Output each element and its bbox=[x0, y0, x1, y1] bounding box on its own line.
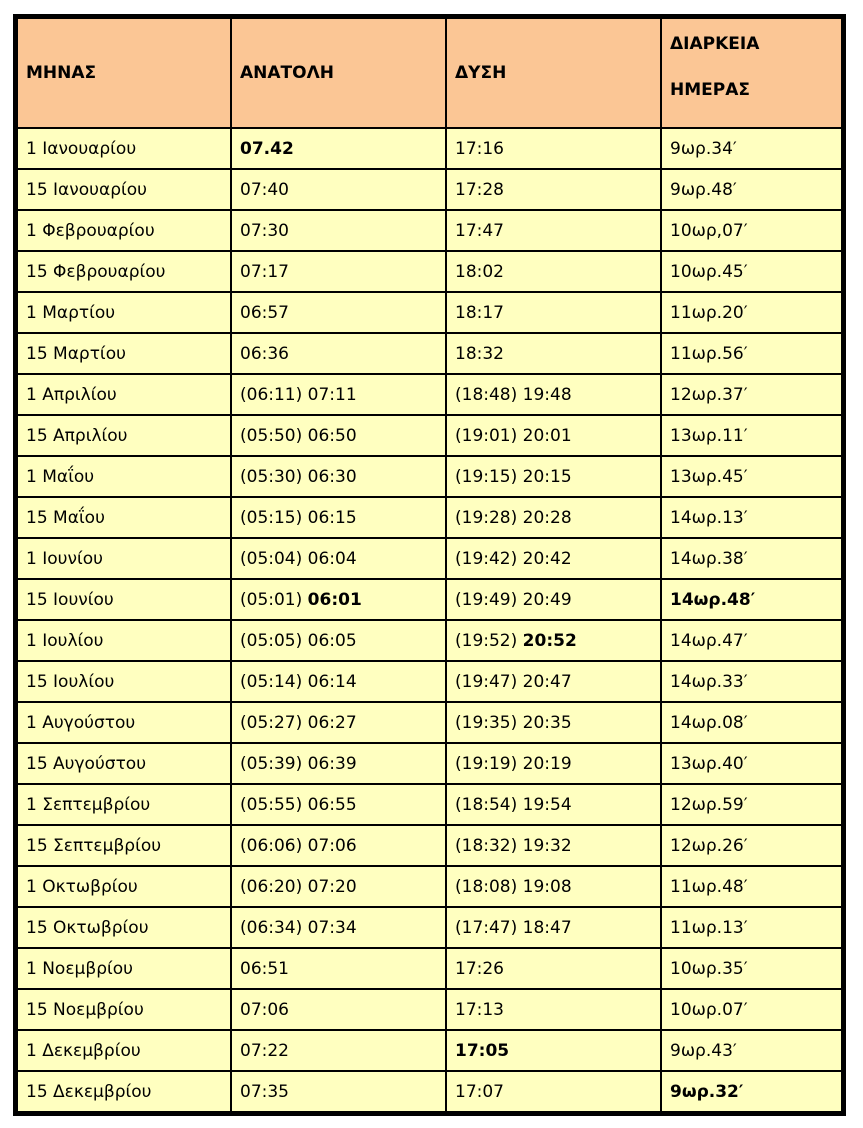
sunrise-cell-summer-time: (05:30) bbox=[240, 466, 308, 487]
sunset-cell bbox=[446, 538, 661, 579]
sunrise-cell-value: 07:11 bbox=[307, 384, 357, 405]
month-cell: 15 Ιουλίου bbox=[17, 661, 231, 702]
sunset-cell bbox=[446, 825, 661, 866]
sunrise-cell bbox=[231, 210, 446, 251]
day-duration-cell bbox=[661, 251, 842, 292]
day-duration-cell bbox=[661, 456, 842, 497]
sunset-cell-value: 17:07 bbox=[455, 1081, 504, 1102]
day-duration-cell bbox=[661, 538, 842, 579]
sunrise-cell-value: 06:50 bbox=[307, 425, 357, 446]
sunrise-cell-summer-time: (06:34) bbox=[240, 917, 308, 938]
month-cell: 15 Φεβρουαρίου bbox=[17, 251, 231, 292]
sunset-cell bbox=[446, 169, 661, 210]
month-cell: 1 Σεπτεμβρίου bbox=[17, 784, 231, 825]
sunrise-cell-value: 07:20 bbox=[307, 876, 357, 897]
sunset-cell-summer-time: (19:49) bbox=[455, 589, 523, 610]
sunset-cell bbox=[446, 907, 661, 948]
day-duration-value: 9ωρ.43′ bbox=[670, 1040, 737, 1061]
sunrise-cell bbox=[231, 497, 446, 538]
sunset-cell bbox=[446, 784, 661, 825]
sunrise-cell bbox=[231, 292, 446, 333]
sunset-cell-value: 20:49 bbox=[522, 589, 572, 610]
sunset-cell-summer-time: (19:47) bbox=[455, 671, 523, 692]
day-duration-value: 13ωρ.45′ bbox=[670, 466, 748, 487]
sunset-cell bbox=[446, 661, 661, 702]
day-duration-value: 12ωρ.59′ bbox=[670, 794, 748, 815]
sunset-cell bbox=[446, 579, 661, 620]
table-row bbox=[17, 333, 842, 374]
sunset-cell-value: 19:08 bbox=[522, 876, 572, 897]
sunset-cell-value: 19:32 bbox=[522, 835, 572, 856]
month-cell: 15 Μαρτίου bbox=[17, 333, 231, 374]
month-cell: 15 Δεκεμβρίου bbox=[17, 1071, 231, 1112]
day-duration-value: 12ωρ.26′ bbox=[670, 835, 748, 856]
table-row bbox=[17, 169, 842, 210]
sunrise-cell bbox=[231, 128, 446, 169]
sunset-cell-value: 17:05 bbox=[455, 1040, 510, 1061]
sunset-cell-summer-time: (18:08) bbox=[455, 876, 523, 897]
sunset-cell-value: 19:54 bbox=[522, 794, 572, 815]
day-duration-cell bbox=[661, 784, 842, 825]
day-duration-value: 11ωρ.13′ bbox=[670, 917, 748, 938]
sunrise-cell-summer-time: (05:27) bbox=[240, 712, 308, 733]
sunset-cell-value: 20:01 bbox=[522, 425, 572, 446]
sunrise-cell bbox=[231, 907, 446, 948]
day-duration-cell bbox=[661, 743, 842, 784]
sunrise-cell-value: 06:27 bbox=[307, 712, 357, 733]
day-duration-cell bbox=[661, 374, 842, 415]
day-duration-cell bbox=[661, 497, 842, 538]
sun-times-table bbox=[16, 17, 843, 1113]
sunrise-cell-summer-time: (05:55) bbox=[240, 794, 308, 815]
sunset-cell bbox=[446, 374, 661, 415]
day-duration-value: 14ωρ.47′ bbox=[670, 630, 748, 651]
sunset-cell bbox=[446, 1071, 661, 1112]
day-duration-value: 14ωρ.38′ bbox=[670, 548, 748, 569]
sunrise-cell-summer-time: (05:14) bbox=[240, 671, 308, 692]
day-duration-value: 11ωρ.56′ bbox=[670, 343, 748, 364]
sunset-cell bbox=[446, 866, 661, 907]
sunset-cell-summer-time: (19:52) bbox=[455, 630, 523, 651]
sunset-cell bbox=[446, 210, 661, 251]
sunset-cell-summer-time: (18:32) bbox=[455, 835, 523, 856]
day-duration-value: 10ωρ.07′ bbox=[670, 999, 748, 1020]
table-row bbox=[17, 538, 842, 579]
sunset-cell bbox=[446, 497, 661, 538]
sunrise-cell-value: 07:06 bbox=[240, 999, 289, 1020]
day-duration-cell bbox=[661, 210, 842, 251]
sunrise-cell-value: 06:15 bbox=[307, 507, 357, 528]
month-cell: 1 Φεβρουαρίου bbox=[17, 210, 231, 251]
header-sunrise: ΑΝΑΤΟΛΗ bbox=[231, 18, 446, 128]
sunrise-cell bbox=[231, 415, 446, 456]
sun-times-table-frame bbox=[13, 14, 846, 1116]
sunset-cell bbox=[446, 620, 661, 661]
day-duration-value: 11ωρ.20′ bbox=[670, 302, 748, 323]
sunrise-cell-value: 06:04 bbox=[307, 548, 357, 569]
header-sunset: ΔΥΣΗ bbox=[446, 18, 661, 128]
sunrise-cell-value: 07:35 bbox=[240, 1081, 289, 1102]
sunrise-cell-value: 07:17 bbox=[240, 261, 289, 282]
month-cell: 1 Μαρτίου bbox=[17, 292, 231, 333]
sunset-cell-summer-time: (18:54) bbox=[455, 794, 523, 815]
sunset-cell-value: 18:17 bbox=[455, 302, 504, 323]
sunrise-cell bbox=[231, 169, 446, 210]
sunrise-cell-value: 07.42 bbox=[240, 138, 294, 159]
table-row bbox=[17, 497, 842, 538]
month-cell: 1 Δεκεμβρίου bbox=[17, 1030, 231, 1071]
day-duration-cell bbox=[661, 907, 842, 948]
month-cell: 15 Ιανουαρίου bbox=[17, 169, 231, 210]
header-day-duration-line1: ΔΙΑΡΚΕΙΑ bbox=[670, 34, 760, 54]
month-cell: 1 Αυγούστου bbox=[17, 702, 231, 743]
sunset-cell bbox=[446, 948, 661, 989]
day-duration-value: 14ωρ.48′ bbox=[670, 589, 756, 610]
day-duration-value: 9ωρ.48′ bbox=[670, 179, 737, 200]
sunset-cell-summer-time: (17:47) bbox=[455, 917, 523, 938]
table-row bbox=[17, 620, 842, 661]
table-row bbox=[17, 1071, 842, 1112]
sunrise-cell-value: 06:57 bbox=[240, 302, 289, 323]
sunrise-cell-value: 06:39 bbox=[307, 753, 357, 774]
sunset-cell-value: 17:13 bbox=[455, 999, 504, 1020]
sunset-cell bbox=[446, 989, 661, 1030]
sunset-cell bbox=[446, 251, 661, 292]
sunset-cell-value: 17:16 bbox=[455, 138, 504, 159]
month-cell: 1 Ιανουαρίου bbox=[17, 128, 231, 169]
sunrise-cell-summer-time: (06:11) bbox=[240, 384, 308, 405]
month-cell: 15 Οκτωβρίου bbox=[17, 907, 231, 948]
day-duration-cell bbox=[661, 128, 842, 169]
month-cell: 15 Σεπτεμβρίου bbox=[17, 825, 231, 866]
sunset-cell-summer-time: (19:19) bbox=[455, 753, 523, 774]
day-duration-value: 10ωρ.45′ bbox=[670, 261, 748, 282]
table-row bbox=[17, 825, 842, 866]
day-duration-value: 9ωρ.32′ bbox=[670, 1081, 744, 1102]
table-row bbox=[17, 702, 842, 743]
sunrise-cell bbox=[231, 1030, 446, 1071]
day-duration-value: 13ωρ.11′ bbox=[670, 425, 748, 446]
table-row bbox=[17, 866, 842, 907]
table-row bbox=[17, 128, 842, 169]
sunset-cell-summer-time: (18:48) bbox=[455, 384, 523, 405]
sunrise-cell-value: 07:22 bbox=[240, 1040, 289, 1061]
day-duration-value: 9ωρ.34′ bbox=[670, 138, 737, 159]
table-row bbox=[17, 907, 842, 948]
day-duration-value: 14ωρ.13′ bbox=[670, 507, 748, 528]
sunrise-cell-summer-time: (05:39) bbox=[240, 753, 308, 774]
sunrise-cell-value: 06:30 bbox=[307, 466, 357, 487]
sunrise-cell-value: 07:30 bbox=[240, 220, 289, 241]
day-duration-cell bbox=[661, 292, 842, 333]
sunset-cell bbox=[446, 456, 661, 497]
day-duration-cell bbox=[661, 661, 842, 702]
sunset-cell-summer-time: (19:35) bbox=[455, 712, 523, 733]
sunset-cell-summer-time: (19:42) bbox=[455, 548, 523, 569]
day-duration-cell bbox=[661, 415, 842, 456]
table-row bbox=[17, 784, 842, 825]
sunrise-cell-value: 07:06 bbox=[307, 835, 357, 856]
sunrise-cell bbox=[231, 866, 446, 907]
sunset-cell-value: 20:52 bbox=[522, 630, 577, 651]
sunrise-cell-value: 06:05 bbox=[307, 630, 357, 651]
sunset-cell-value: 20:19 bbox=[522, 753, 572, 774]
table-row bbox=[17, 579, 842, 620]
sunrise-cell-value: 06:01 bbox=[307, 589, 362, 610]
month-cell: 15 Αυγούστου bbox=[17, 743, 231, 784]
sunset-cell-value: 20:42 bbox=[522, 548, 572, 569]
header-day-duration bbox=[661, 18, 842, 128]
day-duration-value: 12ωρ.37′ bbox=[670, 384, 748, 405]
sunrise-cell-value: 06:55 bbox=[307, 794, 357, 815]
table-row bbox=[17, 948, 842, 989]
sunset-cell-value: 17:28 bbox=[455, 179, 504, 200]
day-duration-value: 10ωρ,07′ bbox=[670, 220, 748, 241]
day-duration-cell bbox=[661, 989, 842, 1030]
sunset-cell-value: 19:48 bbox=[522, 384, 572, 405]
sunrise-cell-value: 06:36 bbox=[240, 343, 289, 364]
sunrise-cell-value: 07:34 bbox=[307, 917, 357, 938]
sunrise-cell-summer-time: (05:50) bbox=[240, 425, 308, 446]
sunset-cell bbox=[446, 333, 661, 374]
table-row bbox=[17, 1030, 842, 1071]
month-cell: 15 Νοεμβρίου bbox=[17, 989, 231, 1030]
month-cell: 1 Νοεμβρίου bbox=[17, 948, 231, 989]
sunset-cell-value: 18:32 bbox=[455, 343, 504, 364]
table-row bbox=[17, 456, 842, 497]
sunset-cell-value: 17:47 bbox=[455, 220, 504, 241]
sunrise-cell bbox=[231, 989, 446, 1030]
day-duration-value: 13ωρ.40′ bbox=[670, 753, 748, 774]
day-duration-cell bbox=[661, 620, 842, 661]
month-cell: 15 Μαΐου bbox=[17, 497, 231, 538]
sunset-cell-value: 18:02 bbox=[455, 261, 504, 282]
day-duration-cell bbox=[661, 333, 842, 374]
sunrise-cell bbox=[231, 374, 446, 415]
sunrise-cell bbox=[231, 825, 446, 866]
sunrise-cell-value: 06:51 bbox=[240, 958, 289, 979]
table-row bbox=[17, 292, 842, 333]
sunset-cell bbox=[446, 1030, 661, 1071]
table-row bbox=[17, 989, 842, 1030]
header-month: ΜΗΝΑΣ bbox=[17, 18, 231, 128]
sunset-cell-value: 20:35 bbox=[522, 712, 572, 733]
sunset-cell-value: 20:15 bbox=[522, 466, 572, 487]
sunset-cell-value: 17:26 bbox=[455, 958, 504, 979]
day-duration-cell bbox=[661, 702, 842, 743]
table-row bbox=[17, 743, 842, 784]
table-row bbox=[17, 415, 842, 456]
sunrise-cell bbox=[231, 743, 446, 784]
sunset-cell bbox=[446, 415, 661, 456]
sunset-cell-value: 20:28 bbox=[522, 507, 572, 528]
day-duration-value: 10ωρ.35′ bbox=[670, 958, 748, 979]
sunrise-cell-value: 06:14 bbox=[307, 671, 357, 692]
sunrise-cell bbox=[231, 1071, 446, 1112]
sunrise-cell-value: 07:40 bbox=[240, 179, 289, 200]
sunrise-cell bbox=[231, 948, 446, 989]
day-duration-value: 14ωρ.33′ bbox=[670, 671, 748, 692]
sunrise-cell bbox=[231, 784, 446, 825]
day-duration-value: 11ωρ.48′ bbox=[670, 876, 748, 897]
month-cell: 15 Ιουνίου bbox=[17, 579, 231, 620]
sunrise-cell bbox=[231, 579, 446, 620]
sunset-cell-value: 20:47 bbox=[522, 671, 572, 692]
sunrise-cell bbox=[231, 620, 446, 661]
day-duration-cell bbox=[661, 825, 842, 866]
month-cell: 1 Μαΐου bbox=[17, 456, 231, 497]
table-body bbox=[17, 128, 842, 1112]
sunrise-cell-summer-time: (05:05) bbox=[240, 630, 308, 651]
sunrise-cell bbox=[231, 456, 446, 497]
day-duration-cell bbox=[661, 866, 842, 907]
sunset-cell-summer-time: (19:01) bbox=[455, 425, 523, 446]
sunrise-cell bbox=[231, 702, 446, 743]
day-duration-cell bbox=[661, 948, 842, 989]
table-row bbox=[17, 251, 842, 292]
sunrise-cell-summer-time: (06:06) bbox=[240, 835, 308, 856]
table-row bbox=[17, 661, 842, 702]
sunset-cell bbox=[446, 702, 661, 743]
sunset-cell bbox=[446, 128, 661, 169]
month-cell: 1 Οκτωβρίου bbox=[17, 866, 231, 907]
sunrise-cell-summer-time: (05:01) bbox=[240, 589, 308, 610]
sunset-cell-summer-time: (19:15) bbox=[455, 466, 523, 487]
sunset-cell-value: 18:47 bbox=[522, 917, 572, 938]
sunset-cell bbox=[446, 743, 661, 784]
month-cell: 1 Ιουνίου bbox=[17, 538, 231, 579]
day-duration-cell bbox=[661, 1071, 842, 1112]
month-cell: 15 Απριλίου bbox=[17, 415, 231, 456]
sunrise-cell bbox=[231, 538, 446, 579]
header-day-duration-line2: ΗΜΕΡΑΣ bbox=[670, 80, 750, 100]
sunrise-cell-summer-time: (05:04) bbox=[240, 548, 308, 569]
sunrise-cell bbox=[231, 661, 446, 702]
month-cell: 1 Ιουλίου bbox=[17, 620, 231, 661]
sunset-cell bbox=[446, 292, 661, 333]
sunrise-cell-summer-time: (05:15) bbox=[240, 507, 308, 528]
day-duration-value: 14ωρ.08′ bbox=[670, 712, 748, 733]
day-duration-cell bbox=[661, 169, 842, 210]
sunrise-cell bbox=[231, 333, 446, 374]
table-row bbox=[17, 374, 842, 415]
header-row bbox=[17, 18, 842, 128]
day-duration-cell bbox=[661, 579, 842, 620]
table-row bbox=[17, 210, 842, 251]
sunrise-cell bbox=[231, 251, 446, 292]
sunset-cell-summer-time: (19:28) bbox=[455, 507, 523, 528]
sunrise-cell-summer-time: (06:20) bbox=[240, 876, 308, 897]
month-cell: 1 Απριλίου bbox=[17, 374, 231, 415]
day-duration-cell bbox=[661, 1030, 842, 1071]
